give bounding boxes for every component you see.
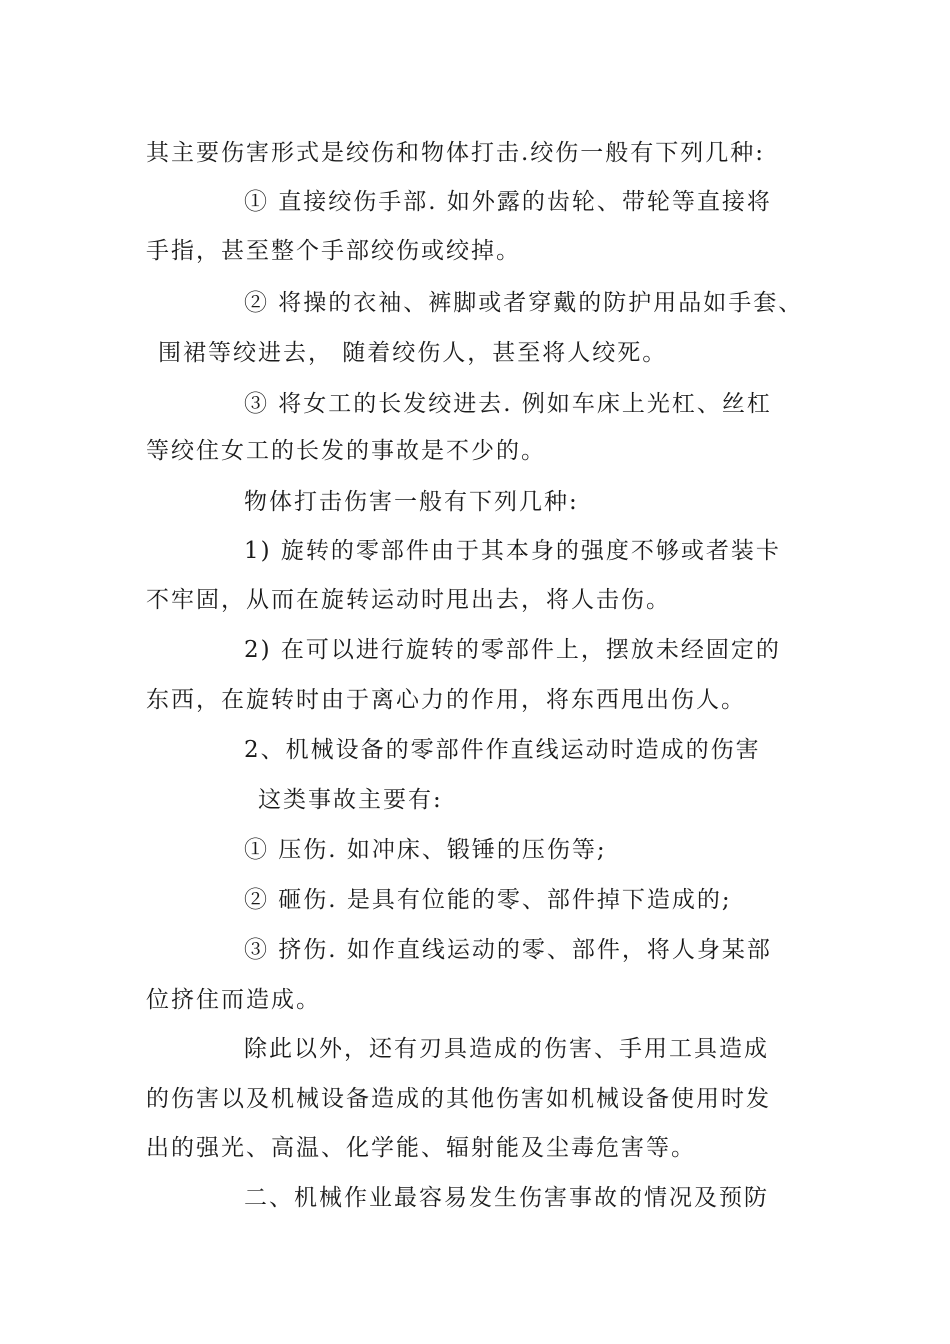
text-line-4: ② 将操的衣袖、裤脚或者穿戴的防护用品如手套、 (244, 290, 804, 316)
text-line-10: 不牢固，从而在旋转运动时甩出去，将人击伤。 (146, 587, 671, 613)
text-line-11: 2) 在可以进行旋转的零部件上，摆放未经固定的 (244, 637, 781, 663)
text-line-15: ① 压伤. 如冲床、锻锤的压伤等; (244, 837, 607, 863)
text-line-9: 1) 旋转的零部件由于其本身的强度不够或者装卡 (244, 538, 781, 564)
text-line-6: ③ 将女工的长发绞进去. 例如车床上光杠、丝杠 (244, 391, 772, 417)
text-line-21: 出的强光、高温、化学能、辐射能及尘毒危害等。 (146, 1135, 696, 1161)
text-line-8: 物体打击伤害一般有下列几种: (244, 489, 579, 515)
text-line-3: 手指，甚至整个手部绞伤或绞掉。 (146, 238, 521, 264)
text-line-16: ② 砸伤. 是具有位能的零、部件掉下造成的; (244, 887, 732, 913)
text-line-14: 这类事故主要有: (258, 787, 443, 813)
text-line-2: ① 直接绞伤手部. 如外露的齿轮、带轮等直接将 (244, 189, 772, 215)
text-line-19: 除此以外，还有刃具造成的伤害、手用工具造成 (244, 1036, 769, 1062)
text-line-1: 其主要伤害形式是绞伤和物体打击.绞伤一般有下列几种: (146, 140, 766, 166)
section-heading-er: 二、机械作业最容易发生伤害事故的情况及预防 (244, 1185, 769, 1211)
text-line-17: ③ 挤伤. 如作直线运动的零、部件，将人身某部 (244, 937, 772, 963)
text-line-12: 东西，在旋转时由于离心力的作用，将东西甩出伤人。 (146, 687, 746, 713)
text-line-20: 的伤害以及机械设备造成的其他伤害如机械设备使用时发 (146, 1086, 771, 1112)
text-line-18: 位挤住而造成。 (146, 987, 321, 1013)
section-heading-2: 2、机械设备的零部件作直线运动时造成的伤害 (244, 737, 761, 763)
text-line-5: 围裙等绞进去， 随着绞伤人，甚至将人绞死。 (158, 340, 668, 366)
text-line-7: 等绞住女工的长发的事故是不少的。 (146, 438, 546, 464)
